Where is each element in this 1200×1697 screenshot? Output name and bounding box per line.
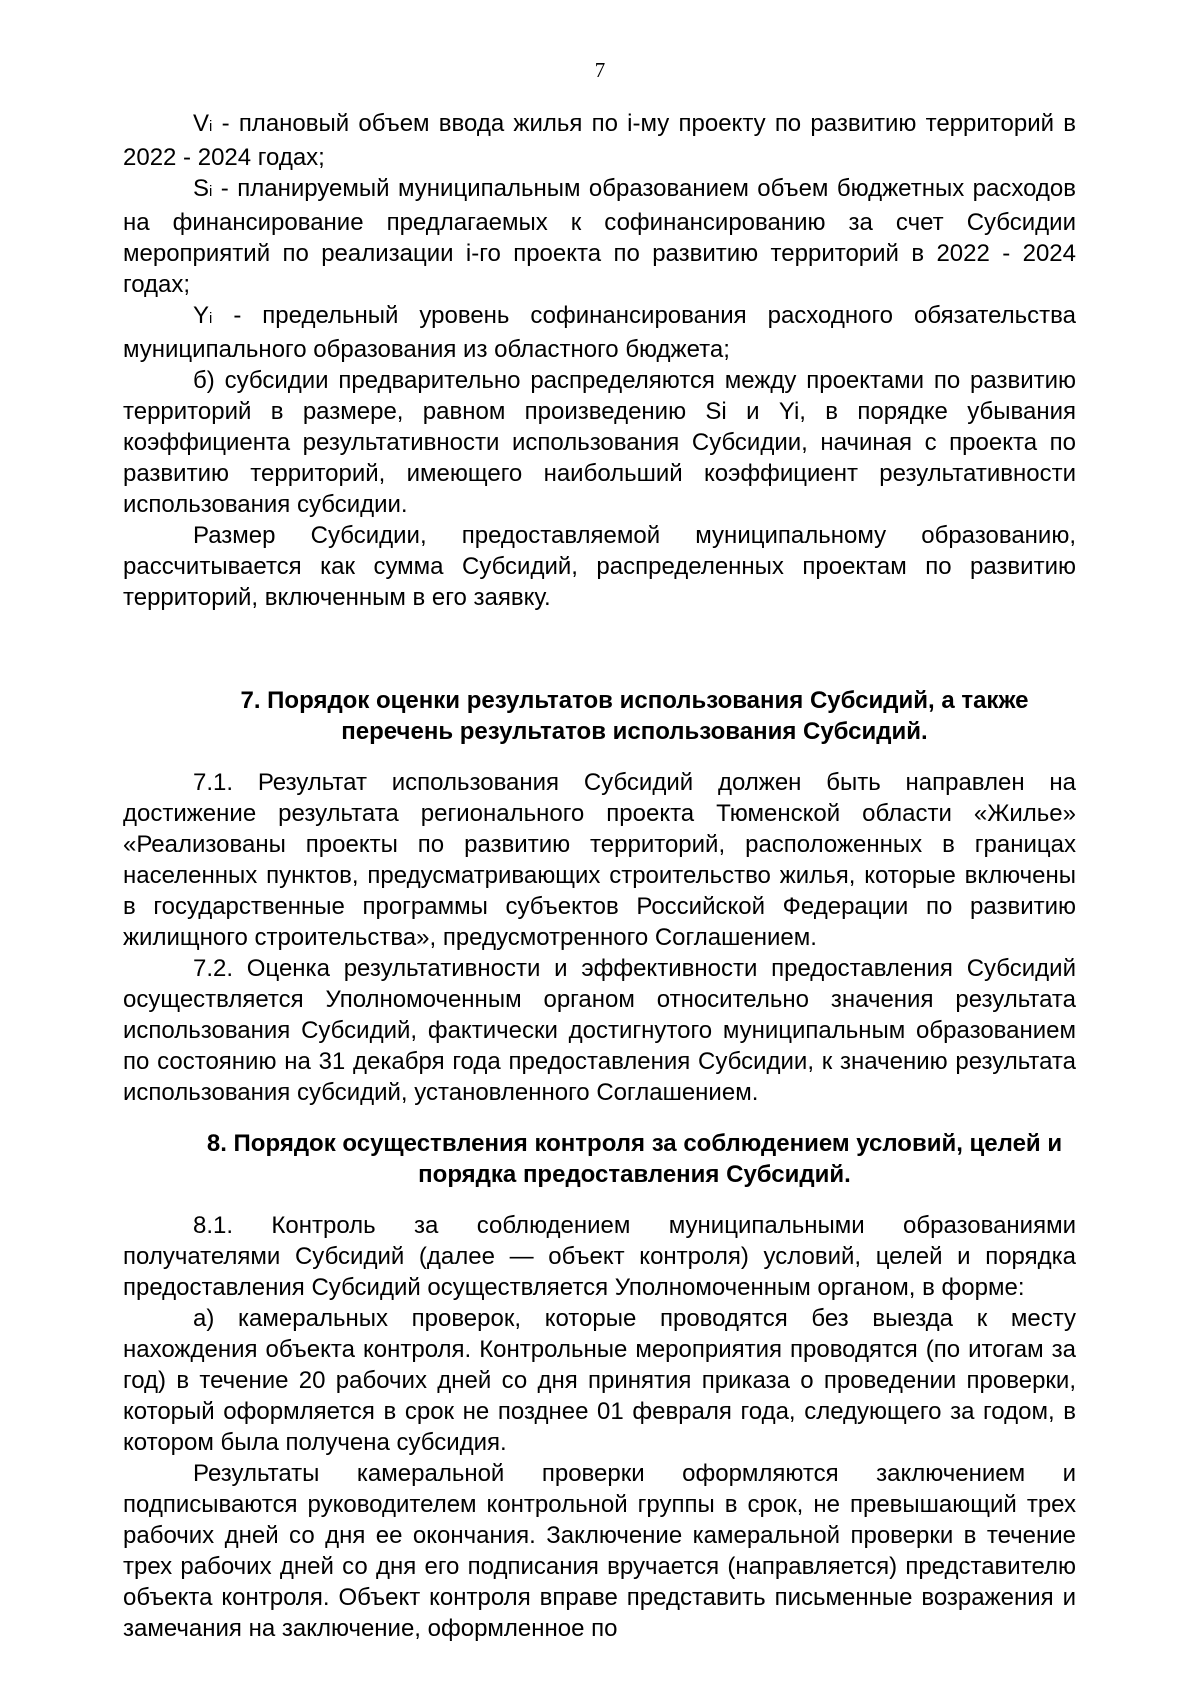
- definition-vi: [123, 108, 1076, 173]
- definition-text: - планируемый муниципальным образованием объем бюджетных расходов на финансирование предлагаемых к софинансированию за счет Субсидии мероприятий по реализации i-го проекта по развитию территорий в 2022 - 2024 годах;: [123, 175, 1076, 298]
- page-content: [123, 108, 1076, 1644]
- symbol-s: S: [193, 175, 210, 202]
- paragraph-results: Результаты камеральной проверки оформляются заключением и подписываются руководителем контрольной группы в срок, не превышающий трех рабочих дней со дня ее окончания. Заключение камеральной проверки в течение трех рабочих дней со дня его подписания вручается (направляется) представителю объекта контроля. Объект контроля вправе представить письменные возражения и замечания на заключение, оформленное по: [123, 1460, 1076, 1642]
- section-7-heading: [123, 685, 1076, 747]
- subscript-i: i: [209, 310, 213, 327]
- definition-yi: [123, 300, 1076, 365]
- definition-si: [123, 173, 1076, 300]
- paragraph-8-1: 8.1. Контроль за соблюдением муниципальными образованиями получателями Субсидий (далее — объект контроля) условий, целей и порядка предоставления Субсидий осуществляется Уполномоченным органом, в форме:: [123, 1212, 1076, 1301]
- section-8-heading: [123, 1128, 1076, 1190]
- paragraph-8-1-a: а) камеральных проверок, которые проводятся без выезда к месту нахождения объекта контроля. Контрольные мероприятия проводятся (по итогам за год) в течение 20 рабочих дней со дня принятия приказа о проведении проверки, который оформляется в срок не позднее 01 февраля года, следующего за годом, в котором была получена субсидия.: [123, 1305, 1076, 1456]
- paragraph-7-1: 7.1. Результат использования Субсидий должен быть направлен на достижение результата регионального проекта Тюменской области «Жилье» «Реализованы проекты по развитию территорий, расположенных в границах населенных пунктов, предусматривающих строительство жилья, которые включены в государственные программы субъектов Российской Федерации по развитию жилищного строительства», предусмотренного Соглашением.: [123, 769, 1076, 951]
- paragraph-distribution: б) субсидии предварительно распределяются между проектами по развитию территорий в размере, равном произведению Si и Yi, в порядке убывания коэффициента результативности использования Субсидии, начиная с проекта по развитию территорий, имеющего наибольший коэффициент результативности использования субсидии.: [123, 367, 1076, 518]
- paragraph-7-2: 7.2. Оценка результативности и эффективности предоставления Субсидий осуществляется Уполномоченным органом относительно значения результата использования Субсидий, фактически достигнутого муниципальным образованием по состоянию на 31 декабря года предоставления Субсидии, к значению результата использования субсидий, установленного Соглашением.: [123, 955, 1076, 1106]
- subscript-i: i: [209, 183, 213, 200]
- section-8-heading-line-1: 8. Порядок осуществления контроля за соблюдением условий, целей и: [206, 1130, 1063, 1157]
- definition-text: - плановый объем ввода жилья по i-му проекту по развитию территорий в 2022 - 2024 годах;: [123, 110, 1076, 171]
- subscript-i: i: [209, 118, 213, 135]
- section-7-heading-line-1: 7. Порядок оценки результатов использования Субсидий, а также: [240, 687, 1029, 714]
- page-number: 7: [594, 58, 606, 82]
- section-8-heading-line-2: порядка предоставления Субсидий.: [418, 1161, 851, 1188]
- paragraph-subsidy-size: Размер Субсидии, предоставляемой муниципальному образованию, рассчитывается как сумма Субсидий, распределенных проектам по развитию территорий, включенным в его заявку.: [123, 522, 1076, 611]
- definition-text: - предельный уровень софинансирования расходного обязательства муниципального образования из областного бюджета;: [123, 302, 1076, 363]
- symbol-v: V: [193, 110, 210, 137]
- symbol-y: Y: [193, 302, 210, 329]
- section-7-heading-line-2: перечень результатов использования Субсидий.: [341, 718, 928, 745]
